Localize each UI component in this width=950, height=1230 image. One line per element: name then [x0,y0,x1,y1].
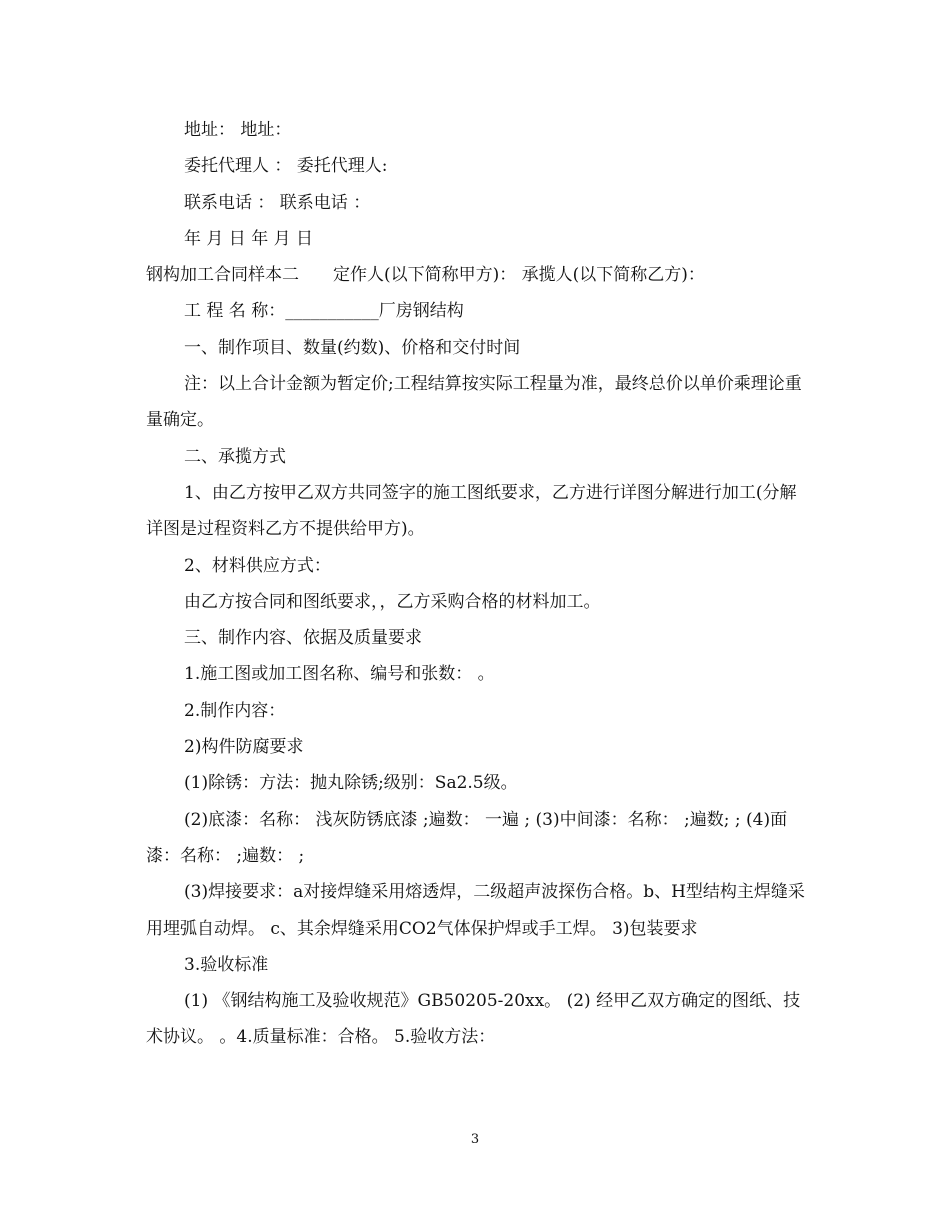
paragraph-item-1: 1、由乙方按甲乙双方共同签字的施工图纸要求，乙方进行详图分解进行加工(分解详图是过程资料乙方不提供给甲方)。 [146,482,797,540]
paragraph-address: 地址： 地址： [184,120,292,140]
paragraph-note: 注：以上合计金额为暂定价;工程结算按实际工程量为准，最终总价以单价乘理论重量确定。 [146,374,802,431]
paragraph-paint: (2)底漆：名称： 浅灰防锈底漆 ;遍数： 一遍 ; (3)中间漆：名称： ;遍数; ; (4)面漆：名称： ;遍数： ; [146,809,788,866]
paragraph-contents: 2.制作内容： [184,700,286,721]
paragraph-date: 年 月 日 年 月 日 [184,228,314,249]
paragraph-section-1: 一、制作项目、数量(约数)、价格和交付时间 [184,337,521,358]
paragraph-project-name: 工 程 名 称：___________厂房钢结构 [184,301,464,322]
paragraph-anticorrosion: 2)构件防腐要求 [184,737,304,758]
paragraph-acceptance-standard: 3.验收标准 [184,954,269,975]
paragraph-welding: (3)焊接要求：a对接焊缝采用熔透焊，二级超声波探伤合格。b、H型结构主焊缝采用埋弧自动焊。 c、其余焊缝采用CO2气体保护焊或手工焊。 3)包装要求 [146,882,805,939]
paragraph-phone: 联系电话 ： 联系电话 ： [184,192,371,213]
paragraph-drawings: 1.施工图或加工图名称、编号和张数： 。 [184,664,495,685]
paragraph-section-3: 三、制作内容、依据及质量要求 [184,628,422,649]
document-body [146,112,806,1056]
paragraph-agent: 委托代理人 ： 委托代理人: [184,156,388,177]
paragraph-section-2: 二、承揽方式 [184,446,286,467]
paragraph-rust-removal: (1)除锈：方法：抛丸除锈;级别：Sa2.5级。 [184,773,518,794]
paragraph-standards-list: (1) 《钢结构施工及验收规范》GB50205-20xx。 (2) 经甲乙双方确定的图纸、技术协议。 。4.质量标准：合格。 5.验收方法： [146,991,801,1048]
paragraph-material-supply: 由乙方按合同和图纸要求，，乙方采购合格的材料加工。 [184,591,601,612]
page-number: 3 [470,1132,480,1147]
paragraph-contract-title: 钢构加工合同样本二 定作人(以下简称甲方)： 承揽人(以下简称乙方)： [146,265,705,286]
paragraph-item-2: 2、材料供应方式： [184,555,331,576]
